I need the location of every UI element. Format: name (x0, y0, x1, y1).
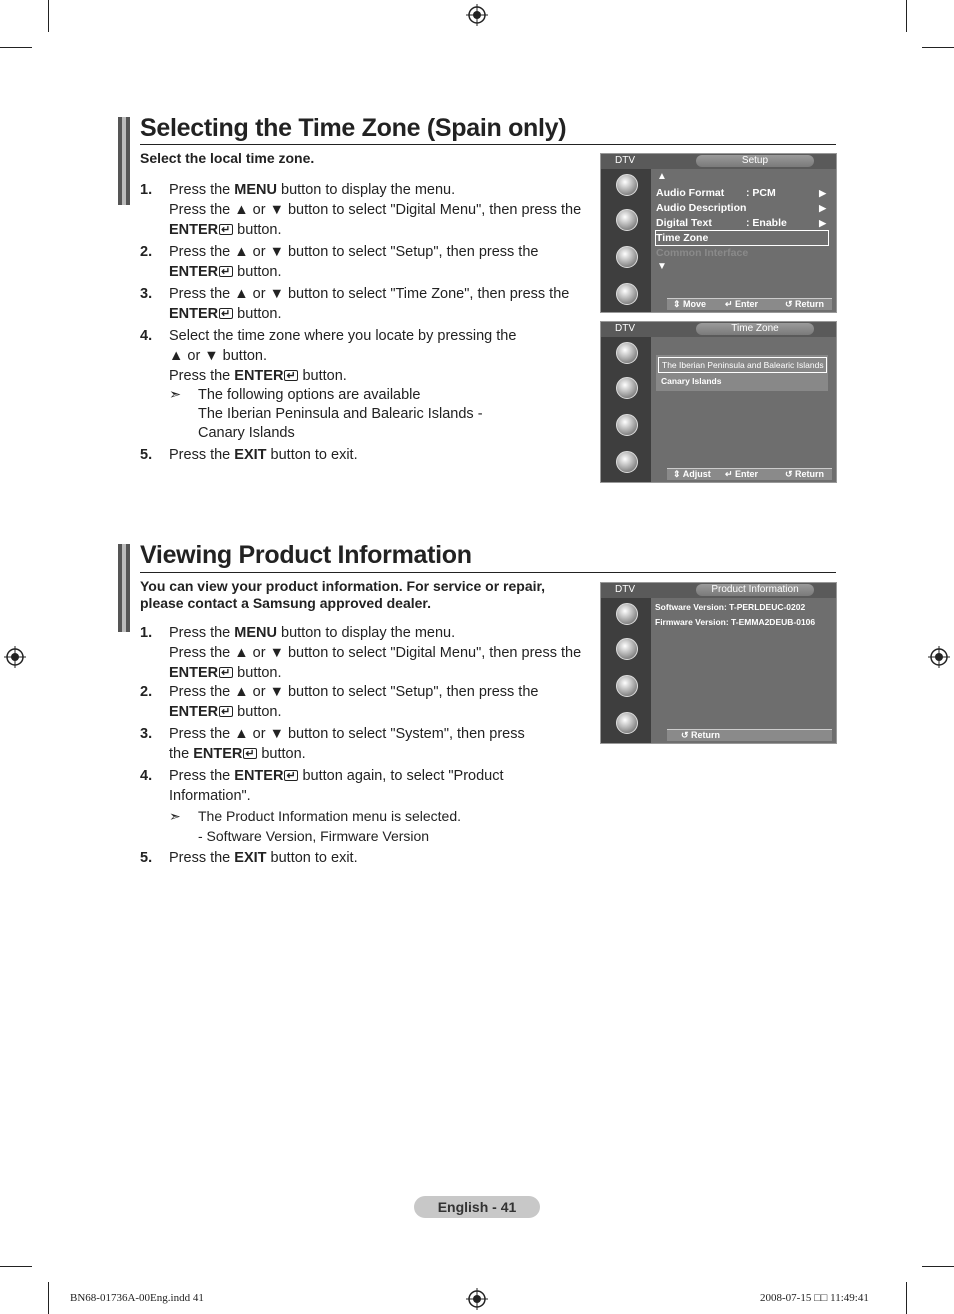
note-arrow-icon: ➣ (169, 808, 181, 824)
note: ➣ The following options are available The Iberian Peninsula and Balearic Islands - Canary Islands (169, 387, 483, 441)
menu-item-digital-text[interactable]: Digital Text : Enable ▶ (656, 217, 826, 229)
firmware-version: Firmware Version: T-EMMA2DEUB-0106 (655, 617, 816, 627)
step-5: 5. Press the EXIT button to exit. (140, 447, 358, 463)
registration-mark-icon (4, 646, 26, 668)
step-5: 5. Press the EXIT button to exit. (140, 850, 358, 866)
enter-hint: ↵ Enter (725, 299, 759, 309)
return-hint: ↺ Return (681, 730, 721, 740)
enter-icon (219, 706, 233, 717)
software-version: Software Version: T-PERLDEUC-0202 (655, 602, 806, 612)
menu-item-time-zone[interactable]: Time Zone (656, 231, 828, 245)
setup-gear-icon (616, 414, 638, 436)
crop-mark (922, 47, 954, 48)
registration-mark-icon (928, 646, 950, 668)
dtv-label: DTV (615, 155, 635, 166)
menu-sidebar (601, 598, 651, 743)
tv-screen-setup (600, 153, 837, 313)
registration-mark-icon (466, 4, 488, 26)
option-canary-islands[interactable]: Canary Islands (661, 376, 722, 386)
enter-icon (219, 667, 233, 678)
section-rule (140, 144, 836, 145)
scroll-up-icon: ▲ (657, 171, 667, 182)
sound-icon (616, 377, 638, 399)
menu-item-audio-description[interactable]: Audio Description ▶ (656, 202, 826, 214)
scroll-down-icon: ▼ (657, 261, 667, 272)
input-icon (616, 712, 638, 734)
picture-icon (616, 603, 638, 625)
crop-mark (922, 1266, 954, 1267)
crop-mark (48, 1282, 49, 1314)
menu-tab: Product Information (696, 584, 814, 596)
section-bar (118, 117, 132, 205)
crop-mark (0, 1266, 32, 1267)
move-hint: ⇕ Move (673, 299, 707, 309)
picture-icon (616, 342, 638, 364)
section-intro: Select the local time zone. (140, 150, 315, 166)
section-bar (118, 544, 132, 632)
crop-mark (906, 1282, 907, 1314)
picture-icon (616, 174, 638, 196)
menu-sidebar (601, 337, 651, 482)
sound-icon (616, 209, 638, 231)
note: ➣ The Product Information menu is selected. - Software Version, Firmware Version (169, 808, 462, 844)
step-2: 2. Press the ▲ or ▼ button to select "Setup", then press the ENTER↵ button. (140, 682, 600, 724)
return-hint: ↺ Return (785, 469, 825, 479)
note-arrow-icon: ➣ (169, 387, 182, 403)
menu-sidebar (601, 169, 651, 312)
enter-icon (219, 266, 233, 277)
file-info: BN68-01736A-00Eng.indd 41 (70, 1292, 204, 1304)
enter-hint: ↵ Enter (725, 469, 759, 479)
crop-mark (48, 0, 49, 32)
menu-footer (667, 298, 832, 310)
step-3: 3. Press the ▲ or ▼ button to select "Time Zone", then press the ENTER↵ button. (140, 284, 600, 326)
enter-icon (243, 748, 257, 759)
page-number: English - 41 (414, 1196, 540, 1218)
print-date: 2008-07-15 □□ 11:49:41 (760, 1292, 869, 1304)
return-hint: ↺ Return (785, 299, 825, 309)
registration-mark-icon (466, 1288, 488, 1310)
step-4: 4. Select the time zone where you locate by pressing the ▲ or ▼ button. Press the ENTER↵ button. ➣ The following options are available The Iberian Peninsula and Balearic Islands - Canary Islands (140, 326, 600, 444)
step-1: 1. Press the MENU button to display the menu. Press the ▲ or ▼ button to select "Digital Menu", then press the ENTER↵ button. (140, 623, 600, 683)
menu-footer (667, 729, 832, 741)
step-1: 1. Press the MENU button to display the menu. Press the ▲ or ▼ button to select "Digital Menu", then press the ENTER↵ button. (140, 180, 600, 242)
setup-gear-icon (616, 246, 638, 268)
dtv-label: DTV (615, 584, 635, 595)
section-rule (140, 572, 836, 573)
step-2: 2. Press the ▲ or ▼ button to select "Setup", then press the ENTER↵ button. (140, 242, 600, 284)
adjust-hint: ⇕ Adjust (673, 469, 711, 479)
setup-gear-icon (616, 675, 638, 697)
section-intro: You can view your product information. For service or repair, please contact a Samsung approved dealer. (140, 578, 546, 611)
option-iberian-peninsula[interactable]: The Iberian Peninsula and Balearic Islands (658, 357, 827, 373)
menu-footer (667, 468, 832, 480)
menu-tab: Time Zone (696, 323, 814, 335)
section-title: Selecting the Time Zone (Spain only) (140, 114, 567, 142)
crop-mark (906, 0, 907, 32)
input-icon (616, 283, 638, 305)
input-icon (616, 451, 638, 473)
step-3: 3. Press the ▲ or ▼ button to select "System", then press the ENTER↵ button. (140, 724, 600, 766)
tv-screen-time-zone (600, 321, 837, 483)
dtv-label: DTV (615, 323, 635, 334)
enter-icon (284, 770, 298, 781)
crop-mark (0, 47, 32, 48)
enter-icon (219, 224, 233, 235)
menu-item-audio-format[interactable]: Audio Format : PCM ▶ (656, 187, 826, 199)
menu-tab: Setup (696, 155, 814, 167)
enter-icon (284, 370, 298, 381)
tv-screen-product-information (600, 582, 837, 744)
sound-icon (616, 638, 638, 660)
menu-item-common-interface[interactable]: Common Interface (656, 247, 749, 259)
enter-icon (219, 308, 233, 319)
option-list (656, 355, 828, 391)
section-title: Viewing Product Information (140, 541, 472, 569)
step-4: 4. Press the ENTER↵ button again, to select "Product Information". ➣ The Product Information menu is selected. - Software Version, Firmware Version (140, 766, 600, 848)
